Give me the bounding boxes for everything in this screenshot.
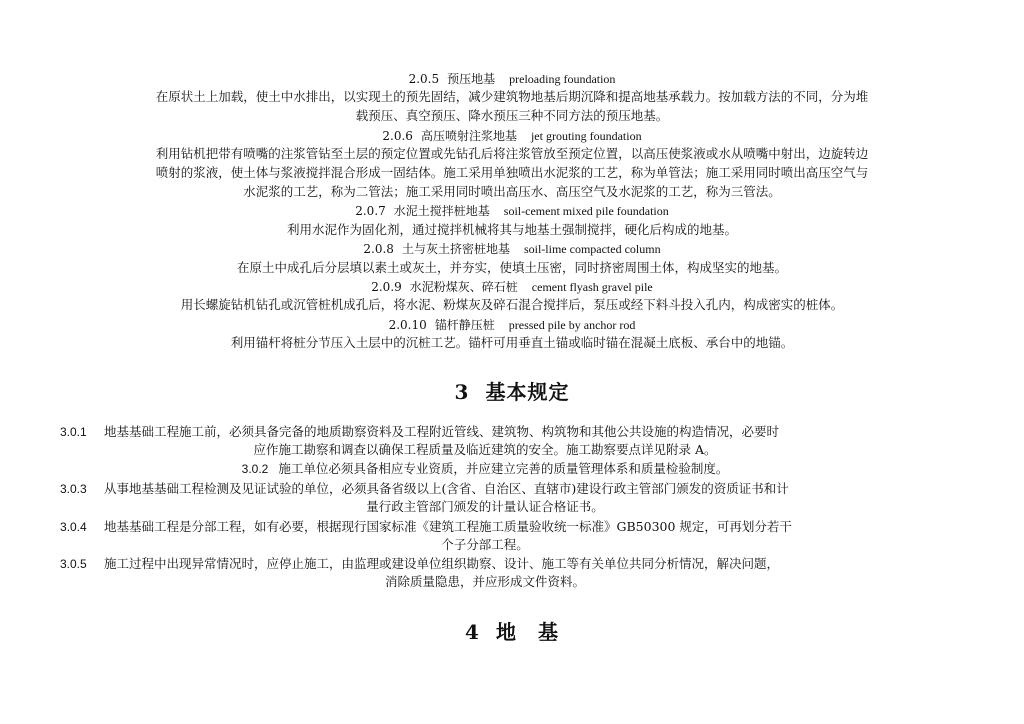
term-desc-line: 利用锚杆将桩分节压入土层中的沉桩工艺。锚杆可用垂直土锚或临时锚在混凝土底板、承台中的地锚。 [230, 335, 794, 350]
clause-continuation: 应作施工勘察和调查以确保工程质量及临近建筑的安全。施工勘察要点详见附录 A。 [253, 442, 717, 457]
term-heading-2-0-8: 2.0.8 土与灰土挤密桩地基 soil-lime compacted column [363, 242, 661, 256]
term-desc-line: 水泥浆的工艺，称为二管法；施工采用同时喷出高压水、高压空气及水泥浆的工艺，称为三管法。 [243, 184, 781, 199]
clause-number: 3.0.2 [241, 462, 269, 476]
clause-3-0-5 [60, 555, 910, 573]
clause-number: 3.0.5 [60, 557, 87, 571]
clause-text: 施工过程中出现异常情况时，应停止施工，由监理或建设单位组织勘察、设计、施工等有关单位共同分析情况，解决问题， [104, 556, 780, 571]
clause-3-0-1 [60, 423, 910, 441]
clause-number: 3.0.1 [60, 425, 87, 439]
clause-continuation: 个子分部工程。 [441, 537, 529, 552]
term-heading-2-0-5: 2.0.5 预压地基 preloading foundation [408, 72, 616, 86]
clause-text: 地基基础工程施工前，必须具备完备的地质勘察资料及工程附近管线、建筑物、构筑物和其他公共设施的构造情况，必要时 [104, 424, 780, 439]
term-heading-2-0-7: 2.0.7 水泥土搅拌桩地基 soil-cement mixed pile foundation [355, 204, 669, 218]
term-desc-line: 在原土中成孔后分层填以素土或灰土，并夯实，使填土压密，同时挤密周围土体，构成坚实的地基。 [236, 260, 787, 275]
term-desc-line: 在原状土上加载，使土中水排出，以实现土的预先固结，减少建筑物地基后期沉降和提高地基承载力。按加载方法的不同，分为堆 [155, 89, 869, 104]
term-desc-line: 利用水泥作为固化剂，通过搅拌机械将其与地基土强制搅拌，硬化后构成的地基。 [286, 222, 737, 237]
clause-3-0-3 [60, 480, 910, 498]
clause-text: 从事地基基础工程检测及见证试验的单位，必须具备省级以上(含省、自治区、直辖市)建设行政主管部门颁发的资质证书和计 [104, 481, 789, 496]
section-heading-3: 3 基本规定 [454, 380, 570, 404]
clause-continuation: 消除质量隐患，并应形成文件资料。 [384, 574, 585, 589]
term-desc-line: 利用钻机把带有喷嘴的注浆管钻至土层的预定位置或先钻孔后将注浆管放至预定位置，以高压使浆液或水从喷嘴中射出，边旋转边 [155, 146, 869, 161]
section-heading-4: 4 地 基 [465, 620, 559, 644]
clause-3-0-4 [60, 518, 910, 536]
term-desc-line: 喷射的浆液，使土体与浆液搅拌混合形成一固结体。施工采用单独喷出水泥浆的工艺，称为单管法；施工采用同时喷出高压空气与 [155, 165, 869, 180]
term-desc-line: 用长螺旋钻机钻孔或沉管桩机成孔后，将水泥、粉煤灰及碎石混合搅拌后，泵压或经下料斗投入孔内，构成密实的桩体。 [180, 297, 844, 312]
clause-number: 3.0.3 [60, 482, 87, 496]
clause-3-0-2 [60, 460, 910, 478]
clause-number: 3.0.4 [60, 520, 87, 534]
term-desc-line: 载预压、真空预压、降水预压三种不同方法的预压地基。 [355, 108, 669, 123]
clause-text: 地基基础工程是分部工程，如有必要，根据现行国家标准《建筑工程施工质量验收统一标准》GB50300 规定，可再划分若干 [104, 519, 792, 534]
term-heading-2-0-9: 2.0.9 水泥粉煤灰、碎石桩 cement flyash gravel pile [371, 280, 653, 294]
clause-continuation: 量行政主管部门颁发的计量认证合格证书。 [366, 499, 604, 514]
term-heading-2-0-10: 2.0.10 锚杆静压桩 pressed pile by anchor rod [388, 318, 636, 332]
term-heading-2-0-6: 2.0.6 高压喷射注浆地基 jet grouting foundation [382, 129, 642, 143]
clause-text: 施工单位必须具备相应专业资质，并应建立完善的质量管理体系和质量检验制度。 [278, 461, 729, 476]
